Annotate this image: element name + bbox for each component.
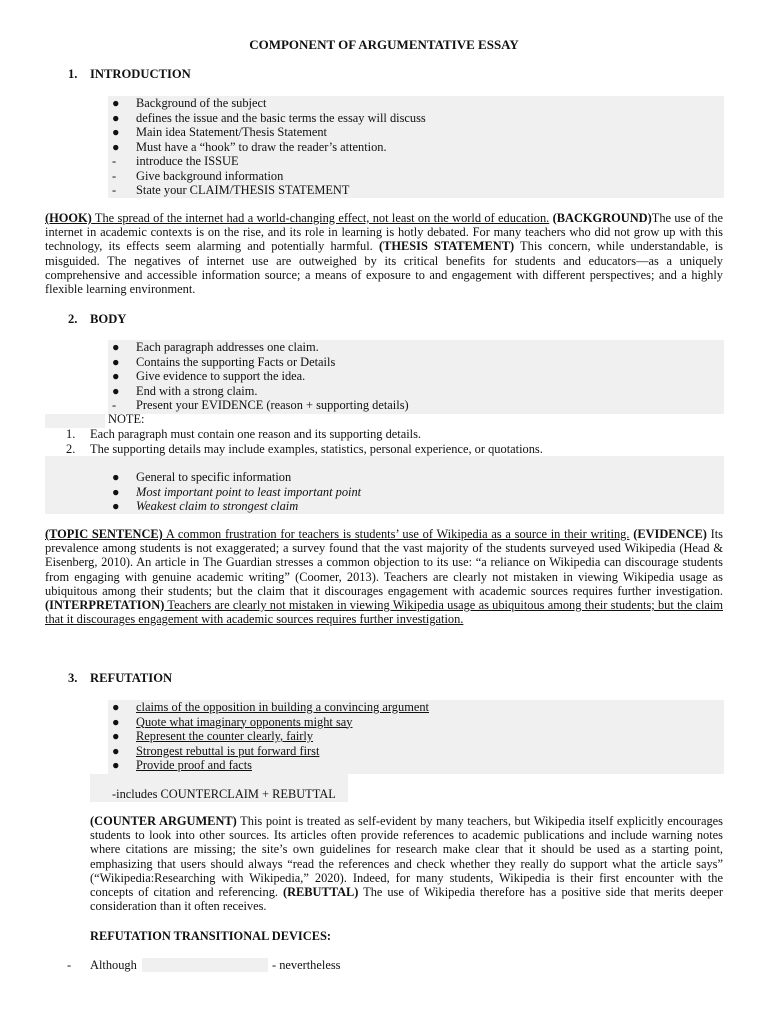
body-bullet-list: [112, 340, 409, 413]
section-number: 2.: [68, 312, 78, 326]
interpretation-label: (INTERPRETATION): [45, 598, 165, 613]
bullet-marker: ●: [112, 96, 120, 110]
evidence-label: (EVIDENCE): [633, 527, 707, 541]
list-item: ● Contains the supporting Facts or Details: [112, 354, 336, 369]
topic-sentence-label: (TOPIC SENTENCE): [45, 527, 163, 541]
document-title: COMPONENT OF ARGUMENTATIVE ESSAY: [249, 37, 519, 52]
bullet-marker: ●: [112, 714, 120, 729]
background-label: (BACKGROUND): [552, 211, 652, 225]
device-left: Although: [90, 958, 137, 972]
section-heading-refutation: [68, 671, 172, 686]
bullet-marker: ●: [112, 139, 120, 154]
bullet-marker: ●: [112, 110, 120, 125]
includes-line: -includes COUNTERCLAIM + REBUTTAL: [112, 787, 336, 801]
bullet-marker: ●: [112, 743, 120, 758]
bullet-marker: ●: [112, 729, 120, 743]
bullet-marker: ●: [112, 369, 120, 383]
list-item: ● Strongest rebuttal is put forward first: [112, 743, 320, 758]
bullet-marker: ●: [112, 354, 120, 369]
thesis-label: (THESIS STATEMENT): [378, 239, 515, 254]
list-item: 1. Each paragraph must contain one reason and its supporting details.: [66, 427, 422, 441]
dash-marker: -: [112, 398, 117, 412]
list-item: ● Provide proof and facts: [112, 758, 252, 772]
section-title: BODY: [90, 312, 127, 326]
hook-label: (HOOK): [45, 211, 92, 225]
list-item: ● Each paragraph addresses one claim.: [112, 340, 319, 354]
counter-argument-label: (COUNTER ARGUMENT): [90, 814, 237, 828]
rebuttal-label: (REBUTTAL): [282, 885, 359, 900]
dash-marker: -: [112, 183, 117, 197]
dash-marker: -: [112, 154, 117, 168]
bullet-marker: ●: [112, 499, 120, 513]
list-item: ● claims of the opposition in building a convincing argument: [112, 700, 429, 714]
list-item: ● Give evidence to support the idea.: [112, 369, 306, 383]
body-numbered-list: [66, 427, 543, 456]
list-item: ● Most important point to least important point: [112, 484, 362, 499]
section-heading-body: [68, 312, 126, 327]
device-right: - nevertheless: [272, 958, 341, 972]
list-item: ● General to specific information: [112, 470, 292, 484]
bullet-marker: ●: [112, 700, 120, 714]
refutation-bullet-list: [112, 700, 429, 773]
section-heading-introduction: [68, 67, 191, 82]
transitional-heading: REFUTATION TRANSITIONAL DEVICES:: [90, 929, 331, 943]
list-item: ● End with a strong claim.: [112, 383, 258, 398]
device-dash: -: [67, 958, 72, 972]
intro-paragraph: (HOOK) The spread of the internet had a world-changing effect, not least on the world of education. (BACKGROUND)The use of the internet in academic contexts is on the rise, and its role in learning is hotly debated. For many teachers who did not grow up with this technology, its effects seem alarming and potentially harmful. (THESIS STATEMENT) This concern, while understandable, is misguided. The negatives of internet use are outweighed by its critical benefits for students and educators—as a uniquely comprehensive and accessible information source; a means of exposure to and engagement with different perspectives; and a highly flexible learning environment.: [45, 211, 723, 297]
shaded-block: [142, 958, 268, 972]
section-number: 1.: [68, 67, 78, 81]
section-number: 3.: [68, 671, 78, 685]
bullet-marker: ●: [112, 383, 120, 398]
bullet-marker: ●: [112, 470, 120, 484]
order-bullet-list: [112, 470, 361, 514]
section-title: INTRODUCTION: [90, 67, 191, 81]
list-item: ● Weakest claim to strongest claim: [112, 499, 299, 513]
bullet-marker: ●: [112, 758, 120, 772]
list-item: ● Background of the subject: [112, 96, 267, 110]
body-paragraph: (TOPIC SENTENCE) A common frustration for teachers is students’ use of Wikipedia as a source in their writing. (EVIDENCE) Its prevalence among students is not exaggerated; a survey found that the vast majority of the students surveyed used Wikipedia (Head & Eisenberg, 2010). An article in The Guardian stresses a common objection to its use: “a reliance on Wikipedia can discourage students from engaging with genuine academic writing” (Coomer, 2013). Teachers are clearly not mistaken in viewing Wikipedia usage as ubiquitous among their students; but the claim that it discourages engagement with academic sources requires further investigation. (INTERPRETATION) Teachers are clearly not mistaken in viewing Wikipedia usage as ubiquitous among their students; but the claim that it discourages engagement with academic sources requires further investigation.: [45, 527, 723, 627]
refutation-paragraph: (COUNTER ARGUMENT) This point is treated as self-evident by many teachers, but Wikipedia itself explicitly encourages students to look into other sources. Its articles often provide references to academic publications and include warning notes where citations are missing; the site’s own guidelines for research make clear that it should be used as a starting point, emphasizing that users should always “read the references and check whether they really do support what the article says” (“Wikipedia:Researching with Wikipedia,” 2020). Indeed, for many students, Wikipedia is their first encounter with the concepts of citation and referencing. (REBUTTAL) The use of Wikipedia therefore has a positive side that merits deeper consideration than it often receives.: [90, 814, 723, 914]
intro-bullet-list: [112, 96, 426, 198]
list-item: ● Quote what imaginary opponents might say: [112, 714, 353, 729]
section-title: REFUTATION: [90, 671, 173, 685]
list-item: - introduce the ISSUE: [112, 154, 239, 168]
bullet-marker: ●: [112, 340, 120, 354]
dash-marker: -: [112, 168, 117, 183]
shaded-block: [45, 414, 105, 428]
bullet-marker: ●: [112, 125, 120, 139]
bullet-marker: ●: [112, 484, 120, 499]
list-item: ● defines the issue and the basic terms the essay will discuss: [112, 110, 426, 125]
list-item: - Present your EVIDENCE (reason + supporting details): [112, 398, 409, 412]
list-item: ● Main idea Statement/Thesis Statement: [112, 125, 327, 139]
list-item: - Give background information: [112, 168, 284, 183]
list-item: - State your CLAIM/THESIS STATEMENT: [112, 183, 350, 197]
list-item: ● Must have a “hook” to draw the reader’s attention.: [112, 139, 387, 154]
list-item: 2. The supporting details may include examples, statistics, personal experience, or quotations.: [66, 441, 543, 456]
note-label: NOTE:: [108, 412, 145, 426]
list-item: ● Represent the counter clearly, fairly: [112, 729, 314, 743]
